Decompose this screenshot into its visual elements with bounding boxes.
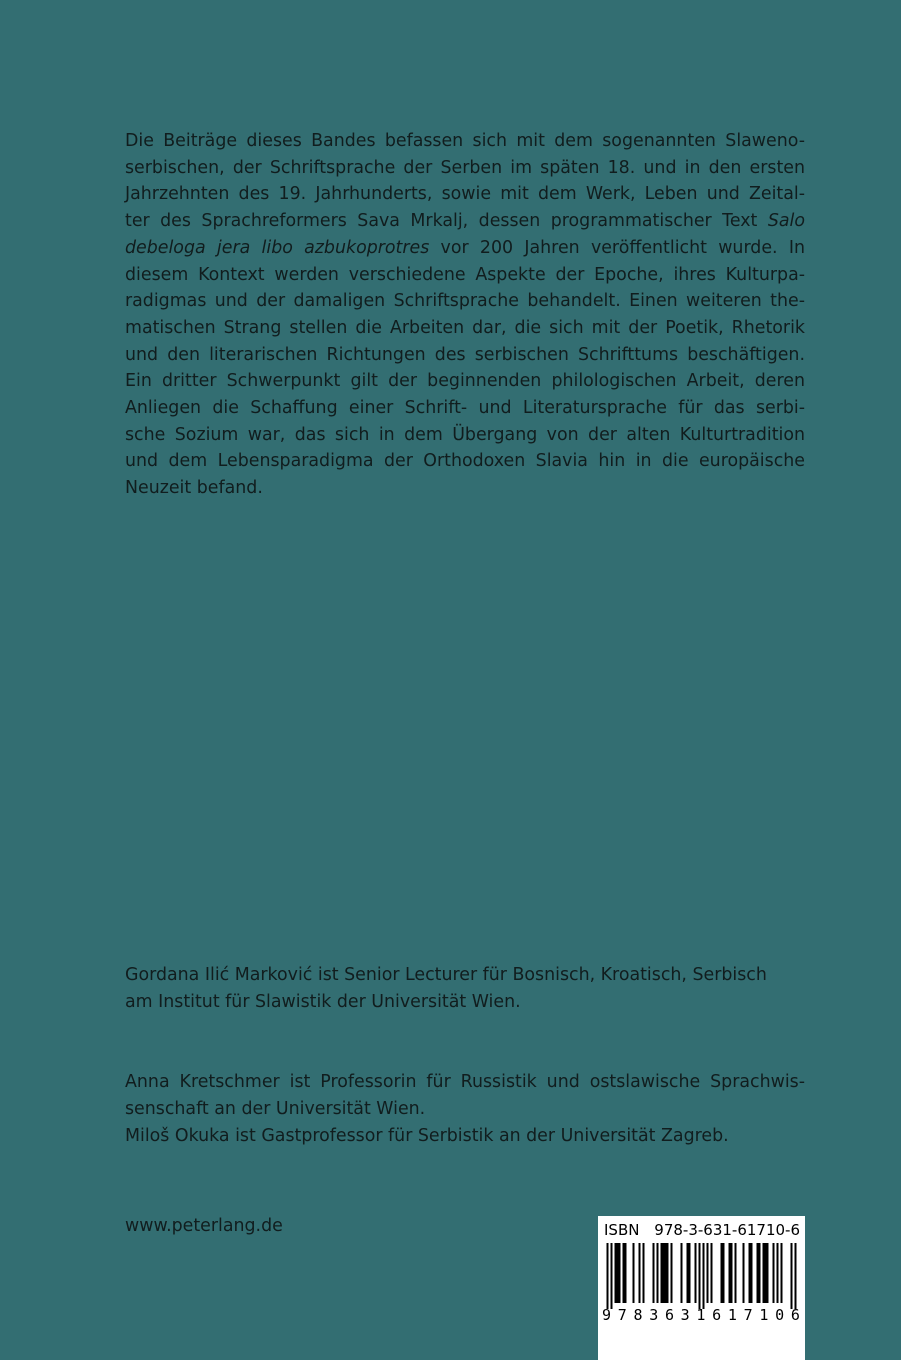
barcode-bar [671, 1243, 673, 1303]
barcode-bar [699, 1243, 701, 1309]
description-line: debeloga jera libo azbukoprotres vor 200 Jahren veröffentlicht wurde. In [125, 237, 805, 258]
description-line: Jahrzehnten des 19. Jahrhunderts, sowie mit dem Werk, Leben und Zeital- [125, 184, 805, 205]
barcode-bar [765, 1243, 767, 1303]
barcode-bar [687, 1243, 689, 1303]
barcode-digit: 6 [664, 1306, 674, 1324]
description-line: Anliegen die Schaffung einer Schrift- und Literatursprache für das serbi- [125, 398, 805, 419]
barcode-bar [665, 1243, 667, 1303]
description-line: diesem Kontext werden verschiedene Aspekte der Epoche, ihres Kulturpa- [125, 264, 805, 285]
barcode-bar [711, 1243, 713, 1303]
barcode [602, 1243, 801, 1309]
barcode-bar [721, 1243, 723, 1303]
barcode-digit: 3 [649, 1306, 659, 1324]
description-line: serbischen, der Schriftsprache der Serben im späten 18. und in den ersten [125, 157, 805, 178]
barcode-bar [617, 1243, 619, 1303]
isbn-label: ISBN 978-3-631-61710-6 [604, 1221, 800, 1239]
barcode-bar [743, 1243, 745, 1303]
barcode-digit: 9 [602, 1306, 612, 1324]
description-line: und den literarischen Richtungen des serbischen Schrifttums beschäftigen. [125, 344, 805, 365]
author-bio-kretschmer [125, 1069, 805, 1122]
barcode-bar [763, 1243, 765, 1303]
barcode-bar [615, 1243, 617, 1303]
barcode-digit: 3 [680, 1306, 690, 1324]
barcode-digit: 0 [775, 1306, 785, 1324]
barcode-bar [791, 1243, 793, 1309]
work-title: Salo [767, 211, 805, 232]
barcode-bar [663, 1243, 665, 1303]
bio-line: am Institut für Slawistik der Universität Wien. [125, 991, 521, 1012]
description-line: ter des Sprachreformers Sava Mrkalj, dessen programmatischer Text Salo [125, 211, 805, 232]
barcode-bar [795, 1243, 797, 1309]
author-bio-okuka [125, 1123, 815, 1150]
barcode-bar [661, 1243, 663, 1303]
barcode-bar [777, 1243, 779, 1303]
bio-line: Anna Kretschmer ist Professorin für Russistik und ostslawische Sprachwis- [125, 1072, 805, 1092]
barcode-digit: 6 [712, 1306, 722, 1324]
barcode-bar [633, 1243, 635, 1303]
barcode-bar [619, 1243, 621, 1303]
book-description [125, 128, 805, 502]
barcode-bar [751, 1243, 753, 1303]
barcode-bar [749, 1243, 751, 1303]
barcode-bar [731, 1243, 733, 1303]
barcode-digit: 7 [617, 1306, 627, 1324]
barcode-bar [689, 1243, 691, 1303]
description-line: Die Beiträge dieses Bandes befassen sich mit dem sogenannten Slaweno- [125, 131, 805, 151]
bio-line: senschaft an der Universität Wien. [125, 1098, 426, 1119]
barcode-bar [625, 1243, 627, 1303]
barcode-bar [723, 1243, 725, 1303]
barcode-bar [667, 1243, 669, 1303]
barcode-bar [759, 1243, 761, 1303]
description-line: Neuzeit befand. [125, 478, 263, 499]
barcode-bar [681, 1243, 683, 1303]
description-line: und dem Lebensparadigma der Orthodoxen Slavia hin in die europäische [125, 451, 805, 472]
publisher-website[interactable]: www.peterlang.de [125, 1216, 283, 1236]
barcode-bar [611, 1243, 613, 1309]
barcode-bar [735, 1243, 737, 1303]
author-bio-ilic-markovic [125, 962, 815, 1015]
barcode-bar [639, 1243, 641, 1303]
description-line: Ein dritter Schwerpunkt gilt der beginnenden philologischen Arbeit, deren [125, 371, 805, 392]
barcode-bar [729, 1243, 731, 1303]
barcode-bar [781, 1243, 783, 1303]
bio-line: Miloš Okuka ist Gastprofessor für Serbistik an der Universität Zagreb. [125, 1126, 729, 1146]
barcode-bar [695, 1243, 697, 1303]
isbn-barcode-box [598, 1216, 805, 1360]
bio-line: Gordana Ilić Marković ist Senior Lecturer für Bosnisch, Kroatisch, Serbisch [125, 965, 767, 985]
barcode-bar [703, 1243, 705, 1309]
barcode-bar [767, 1243, 769, 1303]
barcode-digit: 8 [633, 1306, 643, 1324]
barcode-bar [623, 1243, 625, 1303]
work-title: debeloga jera libo azbukoprotres [125, 237, 430, 258]
barcode-digit: 1 [727, 1306, 737, 1324]
barcode-bar [707, 1243, 709, 1303]
barcode-digit: 6 [790, 1306, 800, 1324]
barcode-digit: 1 [696, 1306, 706, 1324]
barcode-digit: 1 [759, 1306, 769, 1324]
description-line: matischen Strang stellen die Arbeiten dar, die sich mit der Poetik, Rhetorik [125, 317, 805, 338]
barcode-bar [757, 1243, 759, 1303]
barcode-bar [653, 1243, 655, 1303]
barcode-bar [773, 1243, 775, 1303]
barcode-bar [643, 1243, 645, 1303]
barcode-digits [602, 1306, 800, 1324]
description-line: sche Sozium war, das sich in dem Übergang von der alten Kulturtradition [125, 424, 805, 445]
barcode-bar [607, 1243, 609, 1309]
barcode-digit: 7 [743, 1306, 753, 1324]
description-line: radigmas und der damaligen Schriftsprache behandelt. Einen weiteren the- [125, 291, 805, 312]
barcode-bar [657, 1243, 659, 1303]
